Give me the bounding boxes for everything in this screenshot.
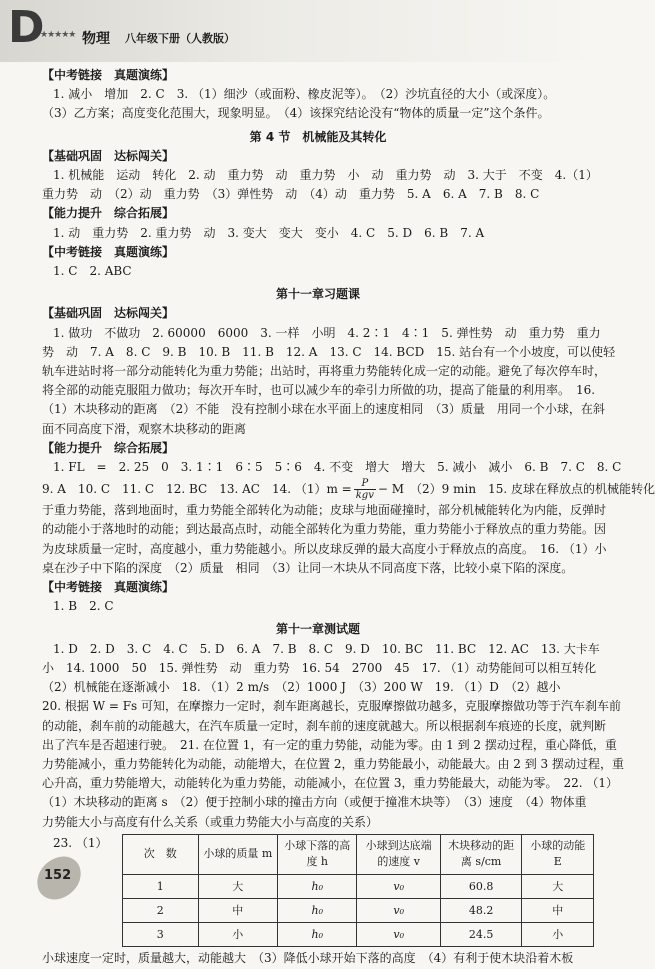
answer-line: （2）机械能在逐渐减小 18. （1）2 m/s （2）1000 J （3）200 W 19. （1）D （2）越小	[42, 680, 561, 695]
table-row	[123, 923, 594, 947]
chapter-section-title: 第 4 节 机械能及其转化	[249, 129, 387, 144]
table-cell: v₀	[357, 923, 440, 947]
answer-line: 1. C 2. ABC	[53, 264, 132, 279]
section-heading: 【中考链接 真题演练】	[42, 68, 175, 82]
subject-title: 物理	[82, 31, 110, 47]
table-cell: 3	[123, 923, 199, 947]
table-cell: 1	[123, 874, 199, 898]
answer-line: 1. 做功 不做功 2. 60000 6000 3. 一样 小明 4. 2∶1 4∶1 5. 弹性势 动 重力势 重力	[53, 325, 601, 340]
header-cell: 小球到达底端的速度 v	[357, 834, 440, 874]
answer-line: 的动能，刹车前的动能越大，在汽车质量一定时，刹车前的速度就越大。所以根据刹车痕迹的长度，就判断	[42, 718, 607, 733]
section-heading: 【能力提升 综合拓展】	[42, 206, 175, 221]
answer-line: 1. FL = 2. 25 0 3. 1∶1 6∶5 5∶6 4. 不变 增大 增大 5. 减小 减小 6. B 7. C 8. C	[53, 460, 622, 475]
answer-line: 1. 动 重力势 2. 重力势 动 3. 变大 变大 变小 4. C 5. D 6. B 7. A	[53, 225, 485, 240]
answer-line: 1. 减小 增加 2. C 3. （1）细沙（或面粉、橡皮泥等）。 （2）沙坑直径的大小（或深度）。	[53, 87, 556, 102]
table-cell: 大	[198, 874, 277, 898]
header-cell: 小球下落的高度 h	[278, 834, 357, 874]
table-cell: 60.8	[440, 874, 522, 898]
answer-line: （1）木块移动的距离 s （2）便于控制小球的撞击方向（或便于撞准木块等） （3）速度 （4）物体重	[42, 795, 587, 810]
fraction-denominator: kgv	[355, 490, 374, 502]
section-heading: 【能力提升 综合拓展】	[42, 440, 175, 455]
table-cell: h₀	[278, 923, 357, 947]
answer-line: 重力势 动 （2）动 重力势 （3）弹性势 动 （4）动 重力势 5. A 6. A 7. B 8. C	[42, 187, 540, 202]
answer-line: 力势能减小，重力势能转化为动能，动能增大，在位置 2，重力势能最小，动能最大。由 2 到 3 摆动过程，重	[42, 756, 624, 771]
table-row	[123, 874, 594, 898]
table-cell: v₀	[357, 874, 440, 898]
table-cell: v₀	[357, 898, 440, 922]
table-cell: h₀	[278, 898, 357, 922]
answer-line: 出了汽车是否超速行驶。 21. 在位置 1，有一定的重力势能，动能为零。由 1 到 2 摆动过程，重心降低，重	[42, 737, 617, 752]
answer-line: 20. 根据 W = Fs 可知，在摩擦力一定时，刹车距离越长，克服摩擦做功越多，克服摩擦做功等于汽车刹车前	[42, 699, 622, 714]
experiment-table	[122, 834, 594, 948]
difficulty-stars: ★★★★★	[40, 30, 76, 40]
answer-content	[42, 66, 655, 969]
answer-line: （3）乙方案；高度变化范围大，现象明显。 （4）该探究结论没有“物体的质量一定”这个条件。	[42, 106, 550, 121]
answer-line: 为皮球质量一定时，高度越小，重力势能越小。所以皮球反弹的最大高度小于释放点的高度。 16. （1）小	[42, 541, 607, 556]
answer-line: 1. B 2. C	[53, 599, 114, 614]
answer-line: 心升高，重力势能增大，动能转化为重力势能，动能减小，在位置 3，重力势能最大，动能为零。 22. （1）	[42, 776, 618, 791]
answer-line: 1. 机械能 运动 转化 2. 动 重力势 动 重力势 小 动 重力势 动 3. 大于 不变 4.（1）	[53, 168, 598, 183]
answer-line: 势 动 7. A 8. C 9. B 10. B 11. B 12. A 13. C 14. BCD 15. 站台有一个小坡度，可以使轻	[42, 344, 616, 359]
table-cell: 2	[123, 898, 199, 922]
section-heading: 【中考链接 真题演练】	[42, 244, 175, 259]
table-cell: 48.2	[440, 898, 522, 922]
page-header	[0, 0, 600, 62]
answer-line: 的动能小于落地时的动能；到达最高点时，动能全部转化为重力势能，重力势能小于释放点的重力势能。因	[42, 522, 607, 537]
answer-line: 于重力势能，落到地面时，重力势能全部转化为动能；皮球与地面碰撞时，部分机械能转化为内能，反弹时	[42, 503, 607, 518]
fraction-numerator: P	[354, 478, 376, 490]
header-cell: 小球的质量 m	[198, 834, 277, 874]
answer-line: 将全部的动能克服阻力做功；每次开车时，也可以减少车的牵引力所做的功，提高了能量的利用率。 16.	[42, 383, 596, 398]
header-cell: 木块移动的距离 s/cm	[440, 834, 522, 874]
section-heading: 【基础巩固 达标闯关】	[42, 148, 175, 163]
answer-line: 轨车进站时将一部分动能转化为重力势能；出站时，再将重力势能转化成一定的动能。避免了每次停车时，	[42, 364, 607, 379]
answer-text: − M （2）9 min 15. 皮球在释放点的机械能转化	[377, 482, 655, 497]
header-cell: 小球的动能 E	[522, 834, 594, 874]
table-header-row	[123, 834, 594, 874]
answer-line: 1. D 2. D 3. C 4. C 5. D 6. A 7. B 8. C 9. D 10. BC 11. BC 12. AC 13. 大卡车	[53, 641, 600, 656]
answer-line: 面不同高度下滑，观察木块移动的距离	[42, 421, 247, 436]
table-cell: 小	[522, 923, 594, 947]
page-number: 152	[44, 868, 72, 883]
chapter-section-title: 第十一章习题课	[275, 287, 360, 302]
table-row	[123, 898, 594, 922]
series-logo-letter: D	[8, 2, 45, 53]
table-cell: 24.5	[440, 923, 522, 947]
answer-line: 桌在沙子中下陷的深度 （2）质量 相同 （3）让同一木块从不同高度下落，比较小桌下陷的深度。	[42, 560, 574, 575]
table-cell: h₀	[278, 874, 357, 898]
grade-edition: 八年级下册（人教版）	[125, 32, 235, 45]
answer-text: 9. A 10. C 11. C 12. BC 13. AC 14. （1）m =	[42, 482, 352, 497]
section-heading: 【中考链接 真题演练】	[42, 580, 175, 595]
chapter-section-title: 第十一章测试题	[275, 622, 360, 637]
formula-fraction	[354, 478, 376, 501]
answer-line-with-fraction	[42, 477, 655, 502]
answer-line: 小球速度一定时，质量越大，动能越大 （3）降低小球开始下落的高度 （4）有利于使木块沿着木板	[42, 951, 574, 966]
answer-line: 力势能大小与高度有什么关系（或重力势能大小与高度的关系）	[42, 814, 379, 829]
table-cell: 中	[522, 898, 594, 922]
table-cell: 大	[522, 874, 594, 898]
table-block	[42, 834, 594, 948]
table-cell: 中	[198, 898, 277, 922]
question-label: 23. （1）	[53, 835, 108, 850]
answer-line: 小 14. 1000 50 15. 弹性势 动 重力势 16. 54 2700 45 17. （1）动势能间可以相互转化	[42, 660, 597, 675]
section-heading: 【基础巩固 达标闯关】	[42, 306, 175, 321]
table-cell: 小	[198, 923, 277, 947]
header-cell: 次 数	[123, 834, 199, 874]
answer-line: （1）木块移动的距离 （2）不能 没有控制小球在水平面上的速度相同 （3）质量 用同一个小球，在斜	[42, 402, 605, 417]
